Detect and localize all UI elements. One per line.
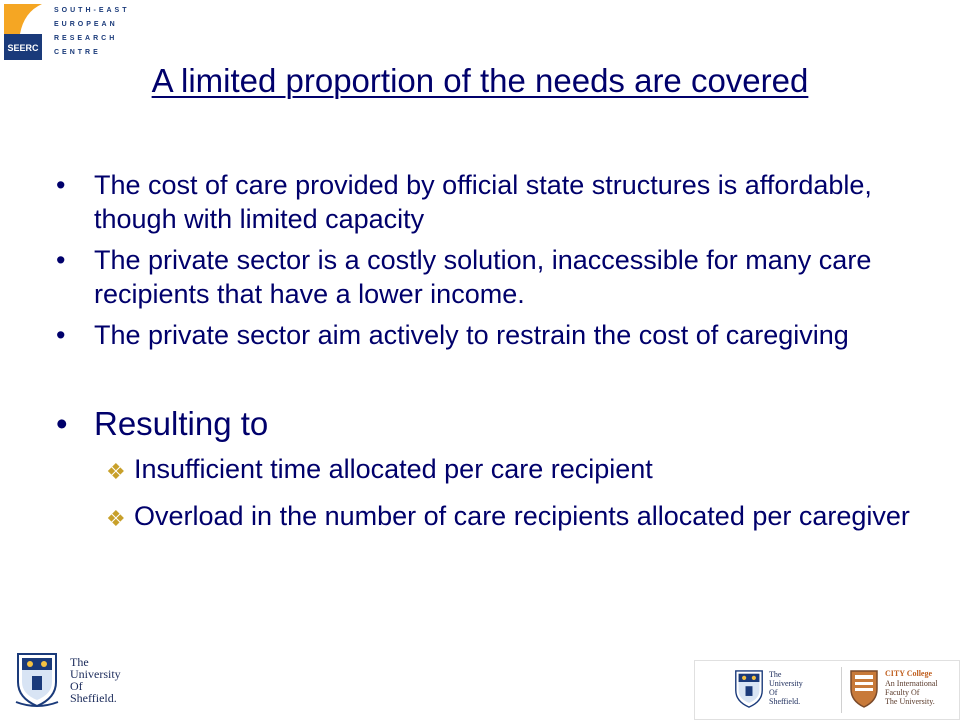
city-college-subtitle: An International Faculty Of The University. xyxy=(885,679,938,706)
city-college-name: CITY College xyxy=(885,669,933,678)
result-bullet xyxy=(56,404,936,533)
affiliation-box xyxy=(694,660,960,720)
result-item xyxy=(106,452,936,486)
bullet-text: The private sector is a costly solution, inaccessible for many care recipients that have a lower income. xyxy=(94,245,872,309)
bullet-dot: • xyxy=(56,245,66,275)
result-item-text: Insufficient time allocated per care recipient xyxy=(134,454,653,484)
result-item xyxy=(106,499,936,533)
diamond-bullet-icon: ❖ xyxy=(106,506,126,531)
city-college-shield-icon xyxy=(849,669,879,709)
bullet-item xyxy=(56,243,936,311)
result-sublist xyxy=(106,452,936,533)
seerc-logo-text: SEERC xyxy=(7,43,39,53)
seerc-name-line: RESEARCH xyxy=(54,35,118,42)
seerc-name xyxy=(54,4,130,60)
bullet-item xyxy=(56,318,936,352)
bullet-dot: • xyxy=(56,170,66,200)
sheffield-crest-icon xyxy=(14,652,60,708)
bullet-text: The cost of care provided by official state structures is affordable, though with limited capacity xyxy=(94,170,872,234)
diamond-bullet-icon: ❖ xyxy=(106,459,126,484)
seerc-name-line: SOUTH-EAST xyxy=(54,7,130,14)
seerc-name-line: EUROPEAN xyxy=(54,21,118,28)
result-item-text: Overload in the number of care recipients allocated per caregiver xyxy=(134,501,910,531)
bullet-dot: • xyxy=(56,405,68,442)
sheffield-logo-text-small: The University Of Sheffield. xyxy=(769,670,803,706)
bullet-dot: • xyxy=(56,320,66,350)
divider xyxy=(841,667,842,713)
sheffield-crest-icon xyxy=(733,669,765,709)
seerc-name-line: CENTRE xyxy=(54,49,101,56)
seerc-logo xyxy=(4,4,48,60)
result-heading: Resulting to xyxy=(94,405,269,442)
bullet-text: The private sector aim actively to restrain the cost of caregiving xyxy=(94,320,849,350)
sheffield-logo-text: The University Of Sheffield. xyxy=(70,655,121,705)
slide-title: A limited proportion of the needs are covered xyxy=(151,62,809,99)
bullet-list xyxy=(56,168,936,546)
bullet-item xyxy=(56,168,936,236)
